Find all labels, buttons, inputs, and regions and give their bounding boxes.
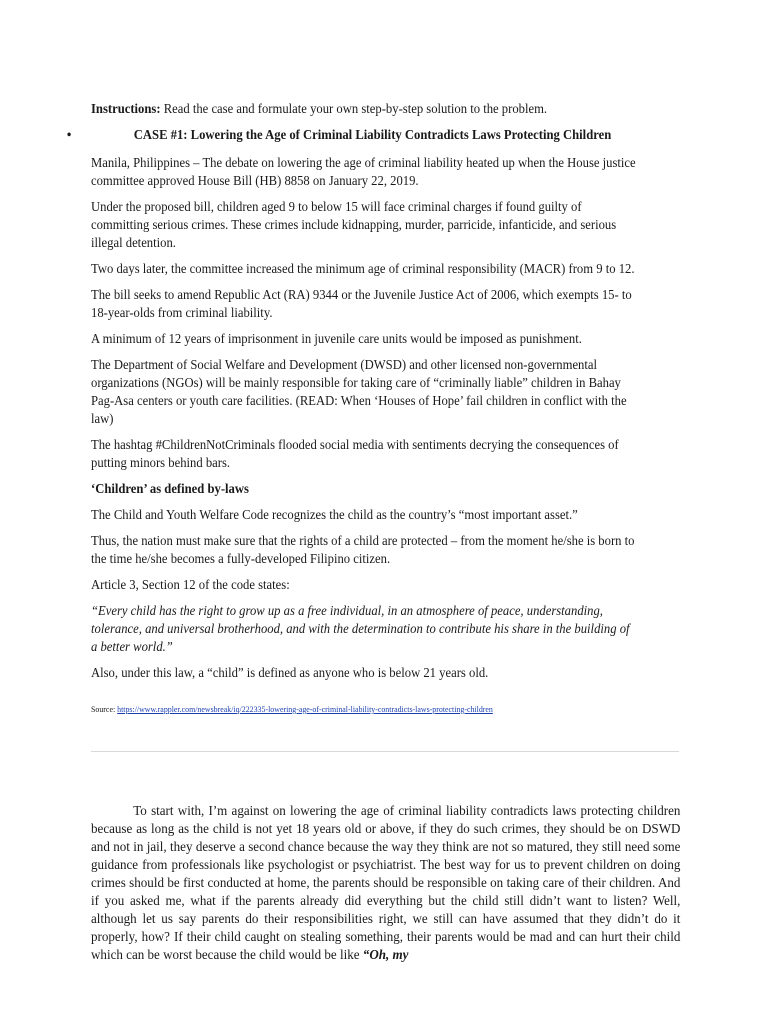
bullet-icon: • <box>66 127 72 142</box>
source-line <box>91 704 638 714</box>
divider <box>91 751 679 752</box>
paragraph: Also, under this law, a “child” is defined as anyone who is below 21 years old. <box>91 665 489 680</box>
instructions-line <box>91 100 638 118</box>
essay-section <box>91 802 680 964</box>
paragraph: Under the proposed bill, children aged 9 to below 15 will face criminal charges if found guilty of committing serious crimes. These crimes include kidnapping, murder, parricide, infanticide, and serious illegal detention. <box>91 199 617 250</box>
paragraph: The Child and Youth Welfare Code recognizes the child as the country’s “most important asset.” <box>91 507 578 522</box>
source-label: Source: <box>91 704 118 714</box>
paragraph: Thus, the nation must make sure that the rights of a child are protected – from the moment he/she is born to the time he/she becomes a fully-developed Filipino citizen. <box>91 533 635 566</box>
paragraph: A minimum of 12 years of imprisonment in juvenile care units would be imposed as punishment. <box>91 331 582 346</box>
paragraph: Manila, Philippines – The debate on lowering the age of criminal liability heated up when the House justice committee approved House Bill (HB) 8858 on January 22, 2019. <box>91 155 636 188</box>
essay-text: To start with, I’m against on lowering the age of criminal liability contradicts laws protecting children because as long as the child is not yet 18 years old or above, if they do such crimes, they should be on DSWD and not in jail, they deserve a second chance because the way they think are not so matured, they still need some guidance from professionals like psychologist or psychiatrist. The best way for us to prevent children on doing crimes should be first conducted at home, the parents should be responsible on taking care of their children. And if you asked me, what if the parents already did everything but the child still didn’t want to listen? Well, although let us say parents do their responsibilities right, we still can have assumed that they didn’t do it properly, how? If their child caught on stealing something, their parents would be mad and can hurt their child which can be worst because the child would be like <box>91 803 681 962</box>
essay-paragraph <box>91 802 680 964</box>
paragraph: The bill seeks to amend Republic Act (RA) 9344 or the Juvenile Justice Act of 2006, which exempts 15- to 18-year-olds from criminal liability. <box>91 287 632 320</box>
section-heading: ‘Children’ as defined by-laws <box>91 481 249 496</box>
paragraph: The hashtag #ChildrenNotCriminals flooded social media with sentiments decrying the consequences of putting minors behind bars. <box>91 437 619 470</box>
quotation: “Every child has the right to grow up as a free individual, in an atmosphere of peace, understanding, tolerance, and universal brotherhood, and with the determination to contribute his share in the building of a better world.” <box>91 603 630 654</box>
case-title: CASE #1: Lowering the Age of Criminal Liability Contradicts Laws Protecting Children <box>133 127 612 142</box>
instructions-text: Read the case and formulate your own step-by-step solution to the problem. <box>160 101 548 116</box>
paragraph: The Department of Social Welfare and Development (DWSD) and other licensed non-governmental organizations (NGOs) will be mainly responsible for taking care of “criminally liable” children in Bahay Pag-Asa centers or youth care facilities. (READ: When ‘Houses of Hope’ fail children in conflict with the law) <box>91 357 627 426</box>
case-title-line <box>66 126 638 144</box>
instructions-label: Instructions: <box>91 101 161 116</box>
source-link[interactable]: https://www.rappler.com/newsbreak/iq/222335-lowering-age-of-criminal-liability-contradicts-laws-protecting-children <box>117 704 493 714</box>
paragraph: Two days later, the committee increased the minimum age of criminal responsibility (MACR) from 9 to 12. <box>91 261 635 276</box>
case-section <box>66 100 638 714</box>
paragraph: Article 3, Section 12 of the code states: <box>91 577 290 592</box>
essay-emphasis: “Oh, my <box>362 947 409 962</box>
